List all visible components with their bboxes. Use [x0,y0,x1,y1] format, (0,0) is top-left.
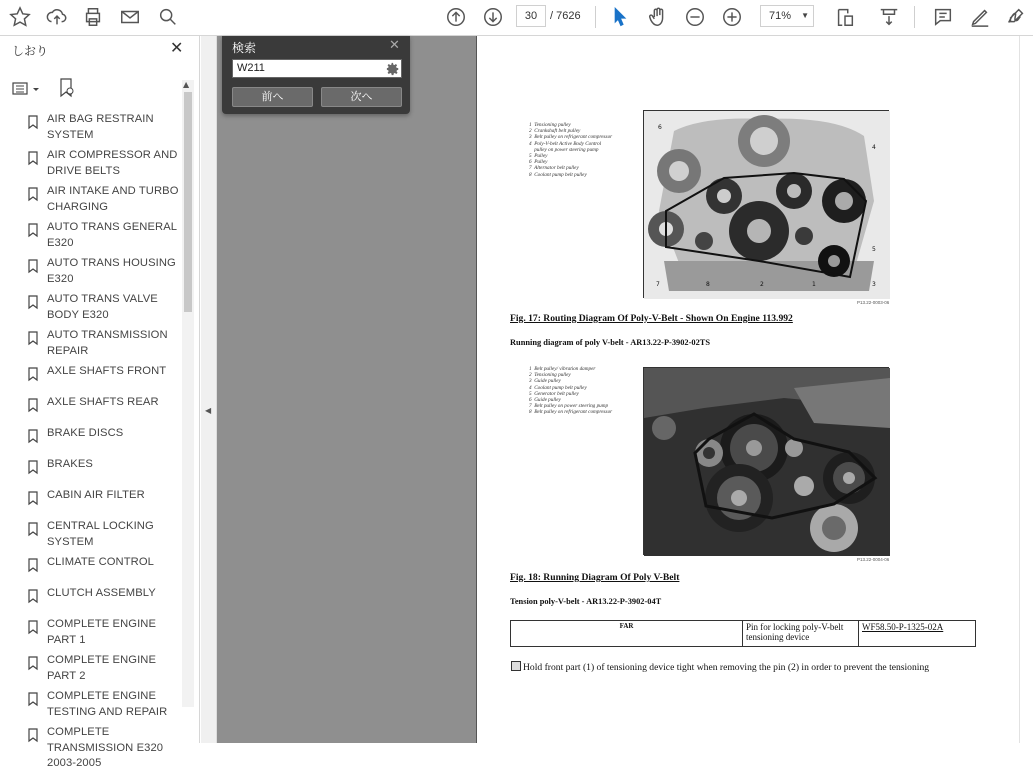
fig17-legend-line: 3 Belt pulley on refrigerant compressor [529,134,613,141]
bookmark-item[interactable] [0,256,182,287]
page-number-input[interactable]: 30 [516,5,546,27]
comment-icon[interactable] [930,4,956,30]
bookmark-item[interactable] [0,220,182,251]
add-bookmark-icon[interactable] [58,78,76,98]
fig18-legend-line: 5 Generator belt pulley [529,390,579,397]
bookmark-icon [28,588,38,602]
running-diagram-title: Running diagram of poly V-belt - AR13.22-P-3902-02TS [510,338,711,347]
print-icon[interactable] [80,4,106,30]
star-icon[interactable] [7,4,33,30]
bookmark-item[interactable] [0,689,182,720]
fig17-legend-line: 6 Pulley [529,159,548,166]
upload-icon[interactable] [44,4,70,30]
tool-image-cell [511,621,743,646]
close-icon[interactable]: ✕ [170,38,184,57]
bookmark-item[interactable] [0,148,182,179]
bookmarks-panel [0,36,200,769]
bookmark-label: AUTO TRANS VALVE BODY E320 [47,293,158,321]
bookmark-item[interactable] [0,488,182,514]
bookmark-label: AUTO TRANS GENERAL E320 [47,221,177,249]
bookmark-icon [28,490,38,504]
svg-text:1: 1 [812,281,816,288]
select-cursor-icon[interactable] [607,4,633,30]
fig17-legend [529,122,659,178]
page-total: / 7626 [550,10,581,22]
fig18-legend-line: 1 Belt pulley/ vibration damper [529,366,596,372]
fig17-legend-line: 4 Poly-V-belt Active Body Control [529,140,602,147]
previous-result-button[interactable]: 前へ [232,87,313,107]
fig17-legend-line: 7 Alternator belt pulley [529,165,579,172]
bookmark-label: CLUTCH ASSEMBLY [47,587,156,599]
sidebar-scroll-thumb[interactable] [184,92,192,312]
svg-text:6: 6 [658,124,662,131]
tool-image-label: FAR [619,622,634,630]
svg-text:4: 4 [872,144,876,151]
bookmark-icon [28,619,38,633]
mail-icon[interactable] [117,4,143,30]
pen-icon[interactable] [967,4,993,30]
bookmark-item[interactable] [0,617,182,648]
tension-title: Tension poly-V-belt - AR13.22-P-3902-04T [510,597,662,606]
body-text [511,661,929,673]
zoom-select[interactable] [760,5,814,27]
fig17-engine-image [643,110,889,298]
scroll-mode-icon[interactable] [876,4,902,30]
fig17-legend-line: pulley on power steering pump [529,146,599,153]
bookmark-label: AIR COMPRESSOR AND DRIVE BELTS [47,149,178,177]
next-result-button[interactable]: 次へ [321,87,402,107]
bookmark-label: CLIMATE CONTROL [47,556,154,568]
bookmark-item[interactable] [0,184,182,215]
svg-text:7: 7 [656,281,660,288]
bookmark-item[interactable] [0,112,182,143]
search-title: 検索 [232,41,257,55]
bookmark-item[interactable] [0,328,182,359]
gear-icon[interactable] [386,61,400,75]
fig17-legend-line: 1 Tensioning pulley [529,122,571,128]
search-icon[interactable] [155,4,181,30]
search-input[interactable]: W211 [232,59,402,78]
bookmark-icon [28,459,38,473]
note-icon [511,661,521,671]
svg-text:5: 5 [872,246,876,253]
panel-title: しおり [12,44,49,58]
tool-description-cell: Pin for locking poly-V-belt tensioning device [743,621,859,646]
fig17-legend-line: 2 Crankshaft belt pulley [529,128,581,135]
body-text-line: Hold front part (1) of tensioning device tight when removing the pin (2) in order to prevent the tensioning [523,662,930,673]
fig18-legend [529,366,659,416]
toolbar [0,0,1033,36]
bookmark-list [0,112,182,777]
bookmark-icon [28,294,38,308]
fig18-legend-line: 7 Belt pulley on power steering pump [529,403,609,410]
bookmark-item[interactable] [0,555,182,581]
next-page-icon[interactable] [480,4,506,30]
bookmark-label: AIR BAG RESTRAIN SYSTEM [47,113,154,141]
bookmark-icon [28,222,38,236]
bookmark-item[interactable] [0,292,182,323]
bookmark-icon [28,428,38,442]
bookmark-item[interactable] [0,653,182,684]
bookmark-icon [28,258,38,272]
toolbar-divider [595,6,596,28]
bookmark-label: COMPLETE ENGINE PART 2 [47,654,157,682]
bookmark-label: AUTO TRANS HOUSING E320 [47,257,176,285]
sign-icon[interactable] [1003,4,1029,30]
document-scrollbar[interactable] [1019,36,1033,743]
bookmark-icon [28,114,38,128]
workspace-background [217,36,476,743]
zoom-value: 71% [769,10,792,22]
bookmark-label: AXLE SHAFTS REAR [47,396,159,408]
options-icon[interactable] [12,80,44,98]
bookmark-label: BRAKES [47,458,93,470]
bookmark-icon [28,366,38,380]
fig18-legend-line: 3 Guide pulley [529,378,561,385]
toolbar-divider [914,6,915,28]
fig18-legend-line: 4 Coolant pump belt pulley [529,384,587,391]
bookmark-icon [28,557,38,571]
bookmark-icon [28,397,38,411]
fig18-caption: Fig. 18: Running Diagram Of Poly V-Belt [510,572,680,583]
bookmark-icon [28,521,38,535]
bookmark-label: BRAKE DISCS [47,427,124,439]
bookmark-item[interactable] [0,586,182,612]
search-panel [222,36,410,114]
bookmark-item[interactable] [0,725,182,772]
fig18-code: P13.22-0004-06 [857,557,890,562]
fig17-legend-line: 5 Pulley [529,153,548,160]
bookmark-label: CENTRAL LOCKING SYSTEM [47,520,154,548]
page-fit-icon[interactable] [832,4,858,30]
bookmark-label: CABIN AIR FILTER [47,489,145,501]
svg-text:2: 2 [760,281,764,288]
bookmark-item[interactable] [0,426,182,452]
tool-number-cell: WF58.50-P-1325-02A [862,622,944,632]
bookmark-label: AUTO TRANSMISSION REPAIR [47,329,168,357]
scroll-up-icon[interactable]: ▲ [183,80,190,89]
svg-text:8: 8 [706,281,710,288]
bookmark-label: AIR INTAKE AND TURBO CHARGING [47,185,179,213]
chevron-down-icon: ▼ [801,11,809,20]
bookmark-label: AXLE SHAFTS FRONT [47,365,167,377]
svg-text:3: 3 [872,281,876,288]
chevron-left-icon: ◀ [205,406,212,415]
bookmark-icon [28,150,38,164]
bookmark-icon [28,691,38,705]
bookmark-item[interactable] [0,395,182,421]
previous-page-icon[interactable] [443,4,469,30]
close-icon[interactable]: ✕ [389,38,400,53]
fig18-legend-line: 6 Guide pulley [529,397,561,404]
engine-belt-drawing [644,111,890,299]
bookmark-item[interactable] [0,519,182,550]
fig17-caption: Fig. 17: Routing Diagram Of Poly-V-Belt - Shown On Engine 113.992 [510,313,793,324]
bookmark-label: COMPLETE ENGINE TESTING AND REPAIR [47,690,168,718]
tool-table [510,620,976,647]
bookmark-icon [28,186,38,200]
fig18-legend-line: 8 Belt pulley on refrigerant compressor [529,409,613,416]
bookmark-label: COMPLETE TRANSMISSION E320 2003-2005 [47,726,164,769]
zoom-out-icon[interactable] [682,4,708,30]
bookmark-icon [28,655,38,669]
collapse-panel-handle[interactable] [201,36,217,743]
fig17-code: P13.22-0003-06 [857,300,890,305]
hand-tool-icon[interactable] [645,4,671,30]
bookmark-icon [28,727,38,741]
bookmark-label: COMPLETE ENGINE PART 1 [47,618,157,646]
fig18-legend-line: 2 Tensioning pulley [529,372,571,379]
bookmark-item[interactable] [0,364,182,390]
fig17-legend-line: 8 Coolant pump belt pulley [529,171,587,178]
engine-photo-drawing [644,368,890,556]
bookmark-icon [28,330,38,344]
fig18-engine-photo [643,367,889,555]
bookmark-item[interactable] [0,457,182,483]
zoom-in-icon[interactable] [719,4,745,30]
